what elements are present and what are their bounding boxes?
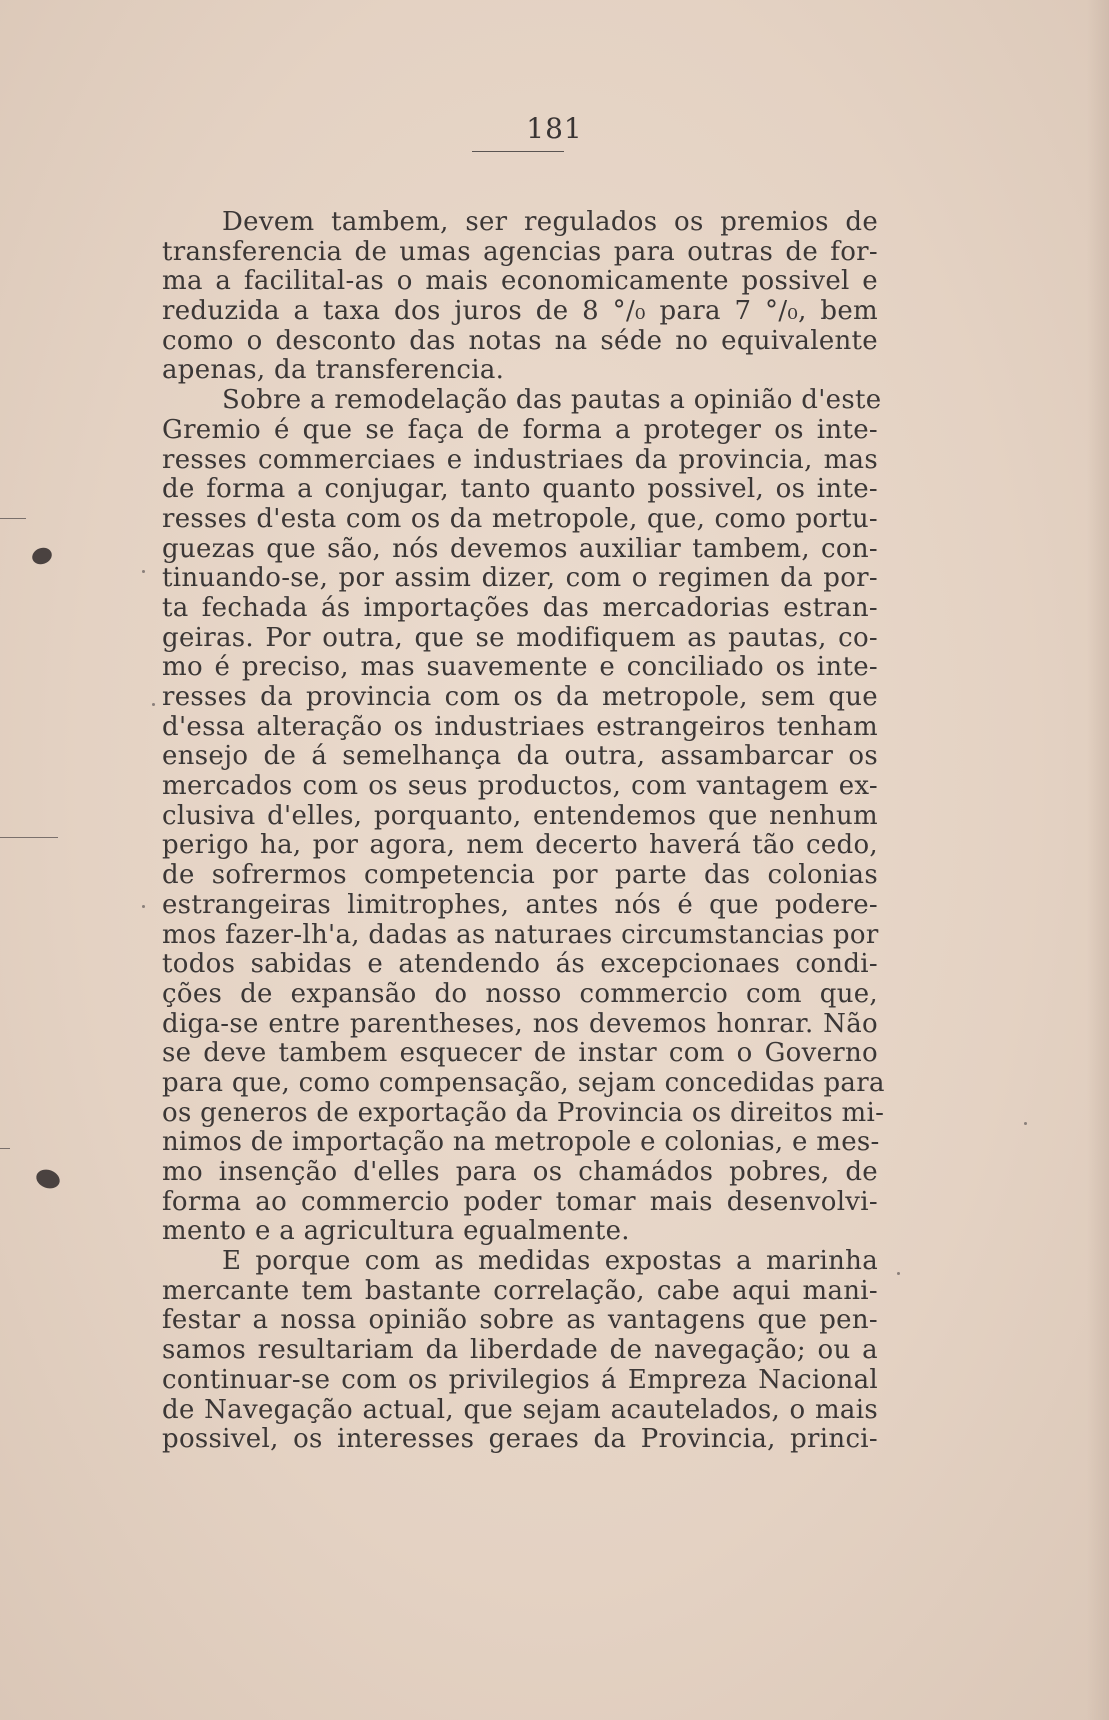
text-line: de forma a conjugar, tanto quanto possivel, os inte- (162, 474, 878, 505)
page-number-underline (472, 151, 564, 152)
text-line: de Navegação actual, que sejam acautelados, o mais (162, 1394, 878, 1425)
text-line: todos sabidas e atendendo ás excepcionaes condi- (162, 949, 878, 980)
text-line: reduzida a taxa dos juros de 8 °/₀ para 7 °/₀, bem (162, 296, 878, 327)
text-line: festar a nossa opinião sobre as vantagens que pen- (162, 1305, 878, 1336)
text-line: os generos de exportação da Provincia os direitos mi- (162, 1097, 885, 1128)
text-line: samos resultariam da liberdade de navegação; ou a (162, 1335, 878, 1366)
text-line: Sobre a remodelação das pautas a opinião d'este (222, 385, 882, 416)
ink-blot (34, 1166, 63, 1191)
text-line: de sofrermos competencia por parte das colonias (162, 860, 878, 891)
speck (142, 570, 145, 573)
margin-mark (0, 518, 26, 519)
text-line: transferencia de umas agencias para outras de for- (162, 236, 878, 267)
text-line: para que, como compensação, sejam concedidas para (162, 1067, 885, 1098)
text-line: diga-se entre parentheses, nos devemos honrar. Não (162, 1008, 878, 1039)
text-line: tinuando-se, por assim dizer, com o regimen da por- (162, 563, 878, 594)
speck (152, 703, 155, 706)
text-line: mento e a agricultura egualmente. (162, 1216, 630, 1247)
text-line: ta fechada ás importações das mercadorias estran- (162, 592, 878, 623)
text-line: como o desconto das notas na séde no equivalente (162, 325, 878, 356)
text-line: clusiva d'elles, porquanto, entendemos que nenhum (162, 800, 878, 831)
text-line: ensejo de á semelhança da outra, assambarcar os (162, 741, 878, 772)
text-line: estrangeiras limitrophes, antes nós é que podere- (162, 889, 878, 920)
text-line: possivel, os interesses geraes da Provincia, princi- (162, 1424, 878, 1455)
text-line: E porque com as medidas expostas a marinha (222, 1246, 878, 1277)
text-line: mo insenção d'elles para os chamádos pobres, de (162, 1157, 878, 1187)
margin-mark (0, 837, 58, 838)
text-line: forma ao commercio poder tomar mais desenvolvi- (162, 1186, 878, 1217)
text-line: resses d'esta com os da metropole, que, como portu- (162, 503, 878, 534)
text-line: perigo ha, por agora, nem decerto haverá tão cedo, (162, 830, 878, 861)
text-line: guezas que são, nós devemos auxiliar tambem, con- (162, 533, 878, 564)
text-line: mos fazer-lh'a, dadas as naturaes circumstancias por (162, 919, 879, 950)
text-line: d'essa alteração os industriaes estrangeiros tenham (162, 711, 878, 742)
ink-blot (30, 545, 54, 567)
text-line: ma a facilital-as o mais economicamente possivel e (162, 266, 878, 297)
page-edge-shadow (1087, 0, 1109, 1720)
speck (1024, 1122, 1027, 1125)
text-line: resses da provincia com os da metropole, sem que (162, 682, 878, 712)
text-line: Devem tambem, ser regulados os premios de (222, 207, 878, 237)
text-line: mercante tem bastante correlação, cabe aqui mani- (162, 1275, 878, 1306)
text-line: mercados com os seus productos, com vantagem ex- (162, 771, 878, 802)
text-line: mo é preciso, mas suavemente e conciliado os inte- (162, 652, 878, 683)
speck (897, 1272, 900, 1275)
text-line: apenas, da transferencia. (162, 355, 505, 386)
text-line: ções de expansão do nosso commercio com que, (162, 978, 878, 1009)
page-number: 181 (526, 112, 583, 145)
margin-mark (0, 1148, 10, 1149)
speck (142, 905, 145, 908)
body-text (162, 207, 885, 1455)
text-line: se deve tambem esquecer de instar com o Governo (162, 1038, 878, 1069)
text-line: continuar-se com os privilegios á Empreza Nacional (162, 1364, 878, 1395)
text-line: nimos de importação na metropole e colonias, e mes- (162, 1127, 880, 1158)
text-line: resses commerciaes e industriaes da provincia, mas (162, 444, 878, 475)
text-line: Gremio é que se faça de forma a proteger os inte- (162, 414, 878, 445)
text-line: geiras. Por outra, que se modifiquem as pautas, co- (162, 622, 878, 653)
